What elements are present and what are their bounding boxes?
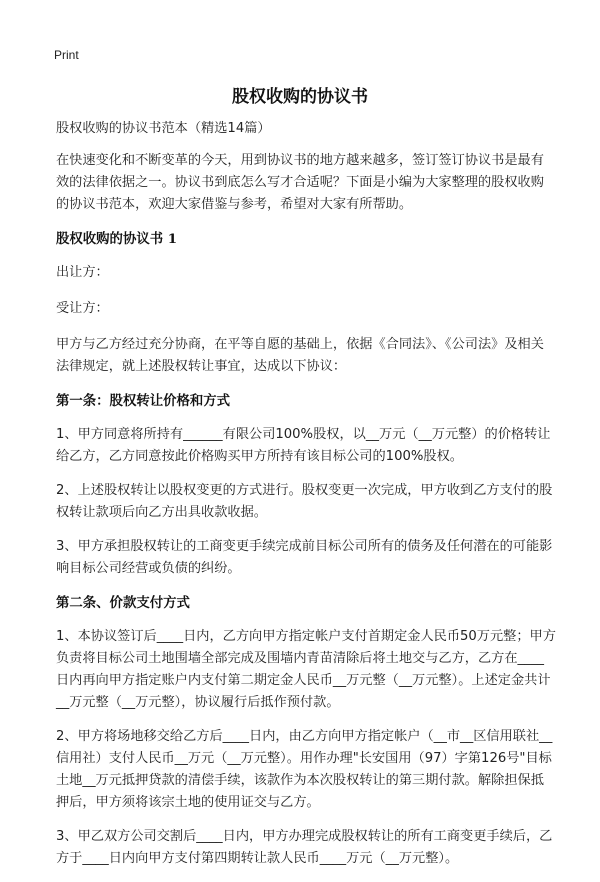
transferor-line: 出让方： bbox=[56, 265, 109, 280]
article-1-clause-1: 1、甲方同意将所持有______有限公司100%股权，以__万元（__万元整）的价格转让给乙方，乙方同意按此价格购买甲方所持有该目标公司的100%股权。 bbox=[56, 427, 551, 464]
document-title: 股权收购的协议书 bbox=[232, 87, 368, 107]
article-2-heading: 第二条、价款支付方式 bbox=[56, 595, 190, 611]
document-body bbox=[56, 118, 556, 882]
article-2-clause-3: 3、甲乙双方公司交割后____日内，甲方办理完成股权转让的所有工商变更手续后，乙方于____日内向甲方支付第四期转让款人民币____万元（__万元整）。 bbox=[56, 829, 553, 866]
intro-paragraph: 在快速变化和不断变革的今天，用到协议书的地方越来越多，签订签订协议书是最有效的法律依据之一。协议书到底怎么写才合适呢？下面是小编为大家整理的股权收购的协议书范本，欢迎大家借鉴与参考，希望对大家有所帮助。 bbox=[56, 153, 544, 212]
article-1-heading: 第一条：股权转让价格和方式 bbox=[56, 393, 231, 409]
transferee-line: 受让方： bbox=[56, 301, 109, 316]
section-heading-1: 股权收购的协议书 1 bbox=[56, 231, 178, 247]
article-1-clause-2: 2、上述股权转让以股权变更的方式进行。股权变更一次完成，甲方收到乙方支付的股权转让款项后向乙方出具收款收据。 bbox=[56, 483, 553, 520]
document-subtitle: 股权收购的协议书范本（精选14篇） bbox=[56, 121, 271, 136]
article-2-clause-1: 1、本协议签订后____日内，乙方向甲方指定帐户支付首期定金人民币50万元整；甲方负责将目标公司土地围墙全部完成及围墙内青苗清除后将土地交与乙方，乙方在____日内再向甲方指定账户内支付第二期定金人民币__万元整（__万元整）。上述定金共计__万元整（__万元整），协议履行后抵作预付款。 bbox=[56, 629, 556, 710]
print-link[interactable]: Print bbox=[54, 48, 79, 62]
preamble-paragraph: 甲方与乙方经过充分协商，在平等自愿的基础上，依据《合同法》、《公司法》及相关法律规定，就上述股权转让事宜，达成以下协议： bbox=[56, 337, 544, 374]
article-2-clause-2: 2、甲方将场地移交给乙方后____日内，由乙方向甲方指定帐户（__市__区信用联社__信用社）支付人民币__万元（__万元整）。用作办理"长安国用（97）字第126号"目标土地__万元抵押贷款的清偿手续，该款作为本次股权转让的第三期付款。解除担保抵押后，甲方须将该宗土地的使用证交与乙方。 bbox=[56, 729, 553, 810]
article-1-clause-3: 3、甲方承担股权转让的工商变更手续完成前目标公司所有的债务及任何潜在的可能影响目标公司经营或负债的纠纷。 bbox=[56, 539, 553, 576]
